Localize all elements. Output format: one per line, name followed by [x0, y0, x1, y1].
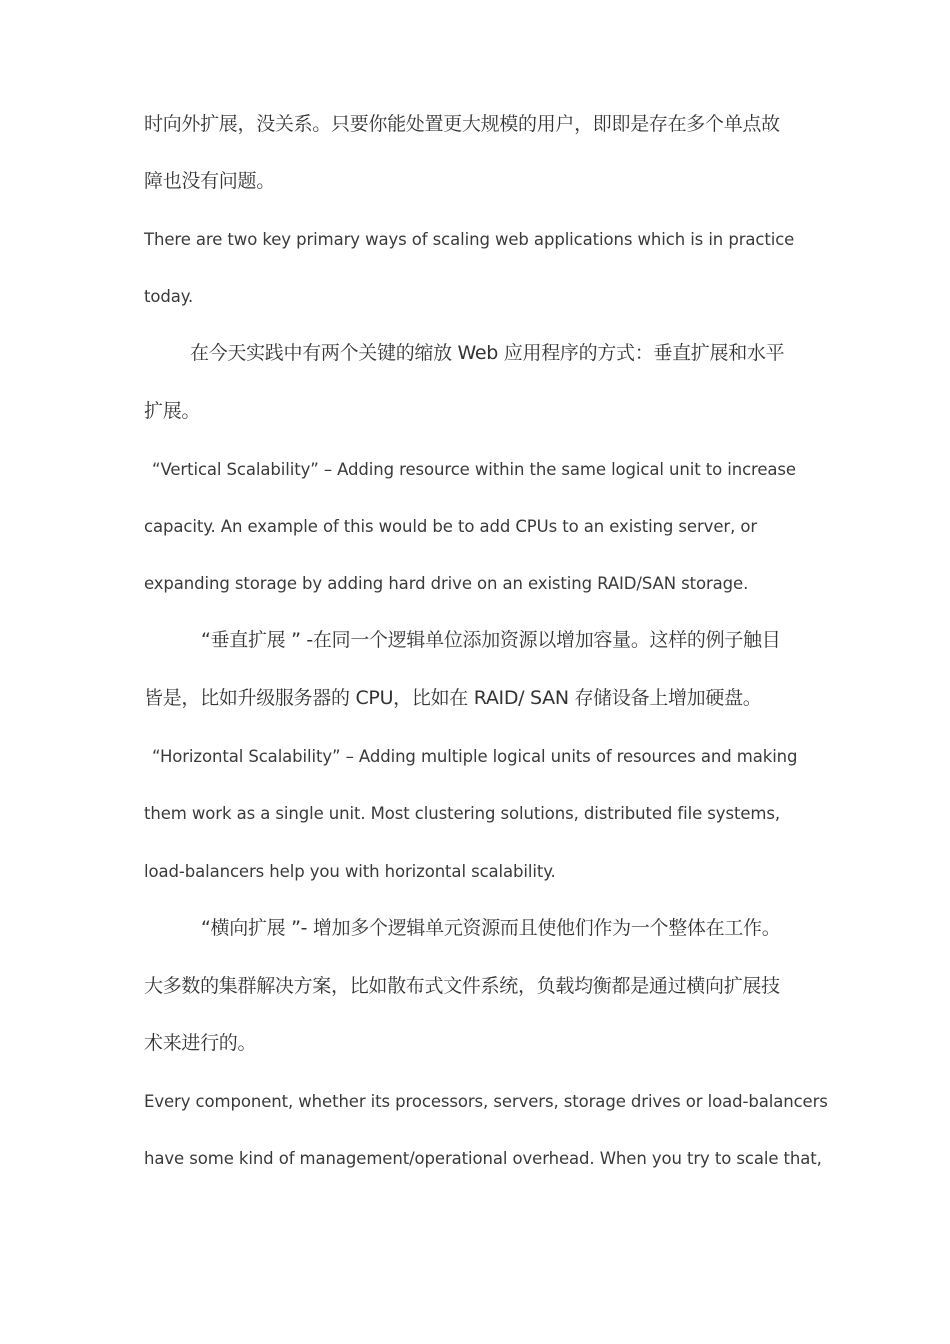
text-line: 在今天实践中有两个关键的缩放 Web 应用程序的方式：垂直扩展和水平	[190, 342, 785, 364]
text-line: 皆是，比如升级服务器的 CPU，比如在 RAID/ SAN 存储设备上增加硬盘。	[144, 687, 762, 709]
text-line: 时向外扩展，没关系。只要你能处置更大规模的用户，即即是存在多个单点故	[144, 113, 780, 135]
text-line: “Vertical Scalability” – Adding resource within the same logical unit to increase	[152, 460, 796, 479]
text-line: “Horizontal Scalability” – Adding multiple logical units of resources and making	[152, 747, 798, 766]
text-line: “横向扩展 ”- 增加多个逻辑单元资源而且使他们作为一个整体在工作。	[201, 917, 781, 939]
text-line: 扩展。	[144, 400, 201, 422]
text-line: “垂直扩展 ” -在同一个逻辑单位添加资源以增加容量。这样的例子触目	[201, 629, 781, 651]
text-line: There are two key primary ways of scaling web applications which is in practice	[144, 230, 795, 249]
text-line: 大多数的集群解决方案，比如散布式文件系统，负载均衡都是通过横向扩展技	[144, 975, 780, 997]
text-line: today.	[144, 287, 194, 306]
text-line: them work as a single unit. Most clustering solutions, distributed file systems,	[144, 804, 781, 823]
text-line: have some kind of management/operational overhead. When you try to scale that,	[144, 1149, 822, 1168]
text-line: 障也没有问题。	[144, 170, 275, 192]
text-line: expanding storage by adding hard drive on an existing RAID/SAN storage.	[144, 574, 749, 593]
text-line: load-balancers help you with horizontal scalability.	[144, 862, 556, 881]
text-line: capacity. An example of this would be to add CPUs to an existing server, or	[144, 517, 758, 536]
text-line: Every component, whether its processors, servers, storage drives or load-balancers	[144, 1092, 828, 1111]
text-line: 术来进行的。	[144, 1032, 257, 1054]
